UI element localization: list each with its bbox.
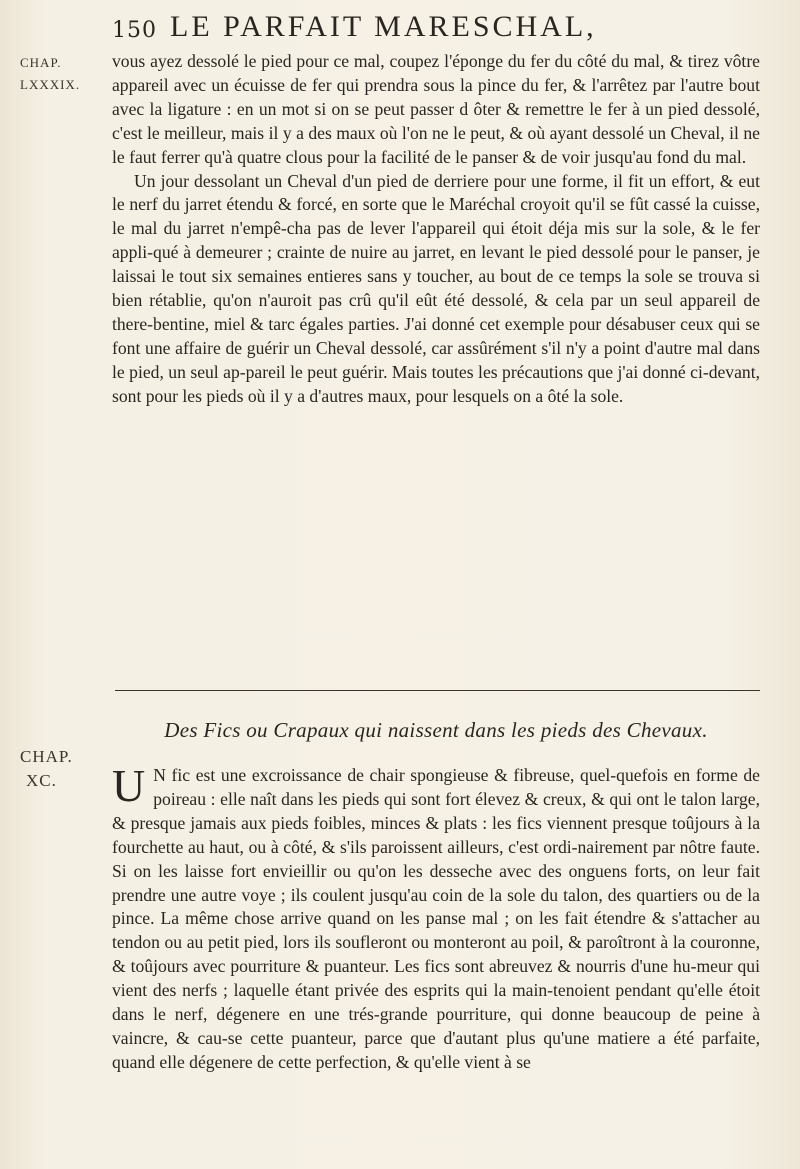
drop-cap: U <box>112 760 146 811</box>
page-number: 150 <box>112 18 157 43</box>
margin-chapter-number: LXXXIX. <box>20 77 81 92</box>
section-1-paragraph-2: Un jour dessolant un Cheval d'un pied de derriere pour une forme, il fit un effort, & eut le nerf du jarret étendu & forcé, en sorte que le Maréchal croyoit qu'il se fût cassé la cuisse, le mal du jarret n'empê-cha pas de lever l'appareil qui étoit déja mis sur la sole, & le fer appli-qué à demeurer ; crainte de nuire au jarret, en levant le pied dessolé pour le panser, je laissai le tout six semaines entieres sans y toucher, au bout de ce temps la sole se trouva si bien rétablie, qu'on n'auroit pas crû qu'il eût été dessolé, & cela par un seul appareil de there-bentine, miel & tarc égales parties. J'ai donné cet exemple pour désabuser ceux qui se font une affaire de guérir un Cheval dessolé, car assûrément s'il n'y a point d'autre mal dans le pied, un seul ap-pareil le peut guérir. Mais toutes les précautions que j'ai donné ci-devant, sont pour les pieds où il y a d'autres maux, pour lesquels on a ôté la sole. <box>112 170 760 406</box>
section-divider <box>115 690 760 691</box>
margin-chapter-number-2: XC. <box>26 771 57 790</box>
section-2-text <box>112 760 760 1075</box>
section-heading: Des Fics ou Crapaux qui naissent dans les pieds des Chevaux. <box>164 718 708 742</box>
margin-chapter-label: CHAP. <box>20 55 62 70</box>
running-title: LE PARFAIT MARESCHAL, <box>170 10 597 43</box>
margin-chapter-label-2: CHAP. <box>20 747 73 766</box>
section-2-paragraph-1: N fic est une excroissance de chair spongieuse & fibreuse, quel-quefois en forme de poireau : elle naît dans les pieds qui sont fort élevez & creux, & qui ont le talon large, & presque jamais aux pieds foibles, minces & plats : les fics viennent presque toûjours à la fourchette au haut, ou à côté, & s'ils paroissent ailleurs, c'est ordi-nairement par nôtre faute. Si on les laisse fort envieillir ou qu'on les desseche avec des onguens forts, on leur fait prendre une autre voye ; ils coulent jusqu'au coin de la sole du talon, des quartiers ou de la pince. La même chose arrive quand on les panse mal ; on les fait étendre & s'attacher au tendon ou au petit pied, lors ils soufleront ou monteront au poil, & paroîtront à la couronne, & toûjours avec pourriture & puanteur. Les fics sont abreuvez & nourris d'une hu-meur qui vient des nerfs ; laquelle étant privée des esprits qui la main-tenoient pendant qu'elle étoit dans le nerf, dégenere en une trés-grande pourriture, qui donne beaucoup de peine à vaincre, & cau-se cette puanteur, parce que d'autant plus qu'une matiere a été parfaite, quand elle dégenere de cette perfection, & qu'elle vient à se <box>112 765 760 1072</box>
section-1-paragraph-1: vous ayez dessolé le pied pour ce mal, coupez l'éponge du fer du côté du mal, & tirez vôtre appareil avec un écuisse de fer qui prendra sous la pince du fer, & l'arrêtez par l'autre bout avec la ligature : en un mot si on se peut passer d ôter & remettre le fer à un pied dessolé, c'est le meilleur, mais il y a des maux où l'on ne le peut, & où ayant dessolé un Cheval, il ne le faut ferrer qu'à quatre clous pour la facilité de le panser & de voir jusqu'au fond du mal. <box>112 51 760 167</box>
page-header <box>112 10 752 50</box>
section-1-text <box>112 50 760 409</box>
